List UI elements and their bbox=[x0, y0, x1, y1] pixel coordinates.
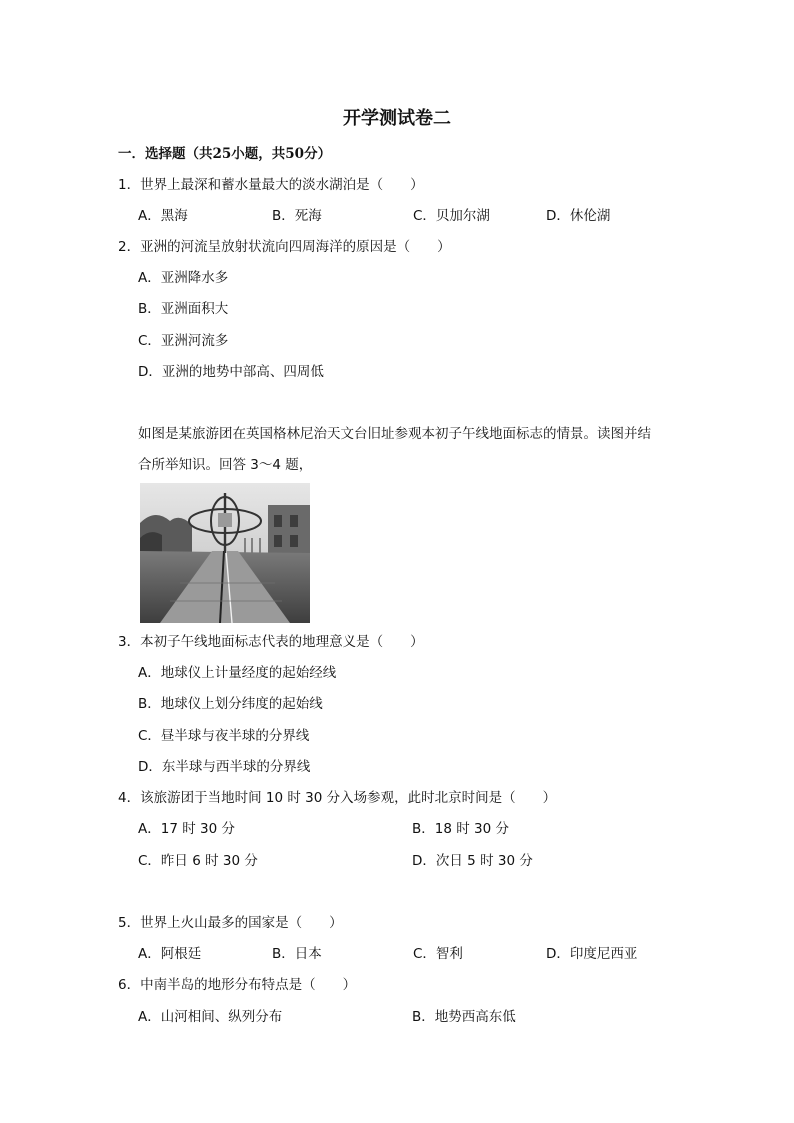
q6-option-b: B．地势西高东低 bbox=[412, 1009, 516, 1025]
q2-option-d: D．亚洲的地势中部高、四周低 bbox=[138, 364, 324, 380]
question-2-stem: 2．亚洲的河流呈放射状流向四周海洋的原因是（ ） bbox=[118, 239, 451, 255]
question-5-stem: 5．世界上火山最多的国家是（ ） bbox=[118, 915, 343, 931]
section-heading: 一．选择题（共25小题，共50分） bbox=[118, 146, 332, 162]
q4-option-a: A．17 时 30 分 bbox=[138, 821, 235, 837]
q2-option-a: A．亚洲降水多 bbox=[138, 270, 229, 286]
q5-option-a: A．阿根廷 bbox=[138, 946, 202, 962]
q4-option-c: C．昨日 6 时 30 分 bbox=[138, 853, 258, 869]
greenwich-meridian-photo bbox=[140, 483, 310, 623]
passage-line-2: 合所举知识。回答 3～4 题， bbox=[138, 457, 313, 473]
page-title: 开学测试卷二 bbox=[343, 108, 451, 129]
question-4-stem: 4．该旅游团于当地时间 10 时 30 分入场参观，此时北京时间是（ ） bbox=[118, 790, 557, 806]
q1-option-a: A．黑海 bbox=[138, 208, 188, 224]
meridian-photo-illustration bbox=[140, 483, 310, 623]
q5-option-d: D．印度尼西亚 bbox=[546, 946, 638, 962]
q5-option-b: B．日本 bbox=[272, 946, 322, 962]
q1-option-b: B．死海 bbox=[272, 208, 322, 224]
q4-option-b: B．18 时 30 分 bbox=[412, 821, 509, 837]
q6-option-a: A．山河相间、纵列分布 bbox=[138, 1009, 283, 1025]
q2-option-b: B．亚洲面积大 bbox=[138, 301, 229, 317]
passage-line-1: 如图是某旅游团在英国格林尼治天文台旧址参观本初子午线地面标志的情景。读图并结 bbox=[138, 426, 651, 442]
question-1-stem: 1．世界上最深和蓄水量最大的淡水湖泊是（ ） bbox=[118, 177, 424, 193]
q3-option-a: A．地球仪上计量经度的起始经线 bbox=[138, 665, 337, 681]
q4-option-d: D．次日 5 时 30 分 bbox=[412, 853, 533, 869]
q3-option-d: D．东半球与西半球的分界线 bbox=[138, 759, 311, 775]
question-3-stem: 3．本初子午线地面标志代表的地理意义是（ ） bbox=[118, 634, 424, 650]
q2-option-c: C．亚洲河流多 bbox=[138, 333, 229, 349]
q3-option-b: B．地球仪上划分纬度的起始线 bbox=[138, 696, 323, 712]
q1-option-c: C．贝加尔湖 bbox=[413, 208, 490, 224]
q1-option-d: D．休伦湖 bbox=[546, 208, 611, 224]
q5-option-c: C．智利 bbox=[413, 946, 463, 962]
q3-option-c: C．昼半球与夜半球的分界线 bbox=[138, 728, 310, 744]
question-6-stem: 6．中南半岛的地形分布特点是（ ） bbox=[118, 977, 357, 993]
